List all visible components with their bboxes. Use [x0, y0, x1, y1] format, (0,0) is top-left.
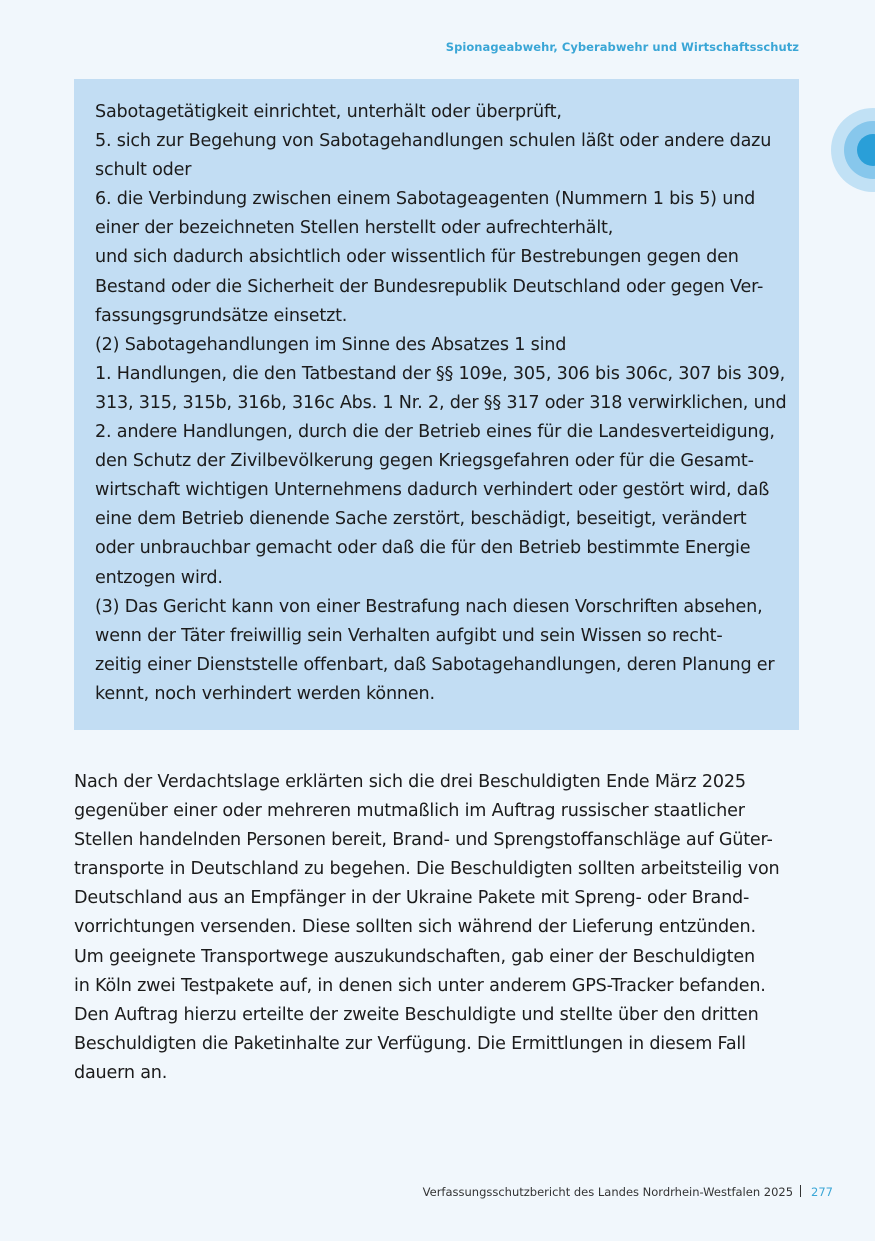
law-line: eine dem Betrieb dienende Sache zerstört, beschädigt, beseitigt, verändert	[95, 509, 747, 530]
chapter-marker-dot	[857, 134, 875, 166]
law-line: Sabotagetätigkeit einrichtet, unterhält oder überprüft,	[95, 102, 562, 122]
page-footer	[423, 1185, 833, 1199]
chapter-marker-ring	[844, 121, 875, 179]
law-line: kennt, noch verhindert werden können.	[95, 683, 435, 704]
law-line: zeitig einer Dienststelle offenbart, daß Sabotagehandlungen, deren Planung er	[95, 654, 775, 675]
law-line: fassungsgrundsätze einsetzt.	[95, 305, 348, 326]
page-number: 277	[811, 1185, 833, 1199]
body-line: gegenüber einer oder mehreren mutmaßlich im Auftrag russischer staatlicher	[74, 801, 745, 822]
law-line: einer der bezeichneten Stellen herstellt oder aufrechterhält,	[95, 218, 614, 239]
law-line: (2) Sabotagehandlungen im Sinne des Absatzes 1 sind	[95, 334, 567, 355]
law-excerpt-box	[74, 79, 799, 730]
law-line: schult oder	[95, 160, 192, 181]
body-line: transporte in Deutschland zu begehen. Die Beschuldigten sollten arbeitsteilig von	[74, 859, 780, 880]
body-line: Den Auftrag hierzu erteilte der zweite Beschuldigte und stellte über den dritten	[74, 1004, 759, 1025]
body-line: vorrichtungen versenden. Diese sollten sich während der Lieferung entzünden.	[74, 917, 756, 938]
law-line: 2. andere Handlungen, durch die der Betrieb eines für die Landesverteidigung,	[95, 422, 775, 443]
law-line: 5. sich zur Begehung von Sabotagehandlungen schulen läßt oder andere dazu	[95, 131, 772, 152]
law-line: den Schutz der Zivilbevölkerung gegen Kriegsgefahren oder für die Gesamt-	[95, 451, 754, 472]
law-line: entzogen wird.	[95, 567, 223, 588]
law-line: Bestand oder die Sicherheit der Bundesrepublik Deutschland oder gegen Ver-	[95, 276, 764, 297]
law-line: wirtschaft wichtigen Unternehmens dadurch verhindert oder gestört wird, daß	[95, 480, 770, 501]
law-line: und sich dadurch absichtlich oder wissentlich für Bestrebungen gegen den	[95, 247, 739, 268]
body-line: dauern an.	[74, 1062, 168, 1083]
law-line: (3) Das Gericht kann von einer Bestrafung nach diesen Vorschriften absehen,	[95, 596, 763, 617]
body-line: Nach der Verdachtslage erklärten sich die drei Beschuldigten Ende März 2025	[74, 772, 746, 792]
chapter-marker	[831, 108, 875, 192]
law-line: 6. die Verbindung zwischen einem Sabotageagenten (Nummern 1 bis 5) und	[95, 189, 756, 210]
law-line: 1. Handlungen, die den Tatbestand der §§ 109e, 305, 306 bis 306c, 307 bis 309,	[95, 363, 786, 384]
law-line: oder unbrauchbar gemacht oder daß die für den Betrieb bestimmte Energie	[95, 538, 751, 559]
body-line: Um geeignete Transportwege auszukundschaften, gab einer der Beschuldigten	[74, 946, 755, 967]
body-line: Deutschland aus an Empfänger in der Ukraine Pakete mit Spreng- oder Brand-	[74, 888, 750, 909]
running-header: Spionageabwehr, Cyberabwehr und Wirtschaftsschutz	[445, 40, 799, 54]
law-line: wenn der Täter freiwillig sein Verhalten aufgibt und sein Wissen so recht-	[95, 625, 723, 646]
body-line: Beschuldigten die Paketinhalte zur Verfügung. Die Ermittlungen in diesem Fall	[74, 1033, 746, 1054]
body-paragraph	[74, 768, 799, 1088]
footer-divider	[800, 1185, 801, 1197]
publication-title: Verfassungsschutzbericht des Landes Nordrhein-Westfalen 2025	[422, 1185, 794, 1199]
law-line: 313, 315, 315b, 316b, 316c Abs. 1 Nr. 2, der §§ 317 oder 318 verwirklichen, und	[95, 392, 787, 413]
body-line: in Köln zwei Testpakete auf, in denen sich unter anderem GPS-Tracker befanden.	[74, 975, 766, 996]
body-line: Stellen handelnden Personen bereit, Brand- und Sprengstoffanschläge auf Güter-	[74, 830, 773, 851]
